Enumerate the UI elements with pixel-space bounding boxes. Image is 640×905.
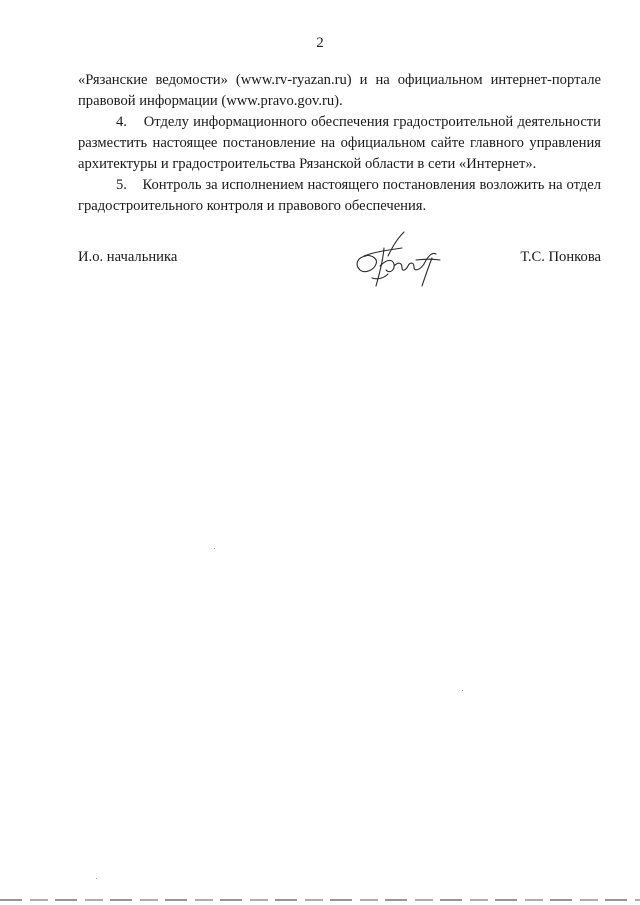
paragraph-item-4: 4. Отделу информационного обеспечения градостроительной деятельности разместить настоящее постановление на официальном сайте главного управления архитектуры и градостроительства Рязанской области в сети «Интернет». xyxy=(78,114,601,172)
page-number: 2 xyxy=(316,35,324,51)
signatory-title: И.о. начальника xyxy=(78,249,178,265)
scan-bottom-edge xyxy=(0,899,640,901)
paragraph-item-5: 5. Контроль за исполнением настоящего постановления возложить на отдел градостроительного контроля и правового обеспечения. xyxy=(78,177,601,214)
signature-block xyxy=(78,247,601,267)
document-body xyxy=(78,70,601,217)
scan-artifact xyxy=(214,548,215,549)
handwritten-signature xyxy=(350,226,450,298)
signatory-name: Т.С. Понкова xyxy=(520,249,601,265)
scan-artifact xyxy=(462,690,463,691)
scan-artifact xyxy=(96,878,97,879)
paragraph-continuation: «Рязанские ведомости» (www.rv-ryazan.ru) и на официальном интернет-портале правовой информации (www.pravo.gov.ru). xyxy=(78,72,601,109)
